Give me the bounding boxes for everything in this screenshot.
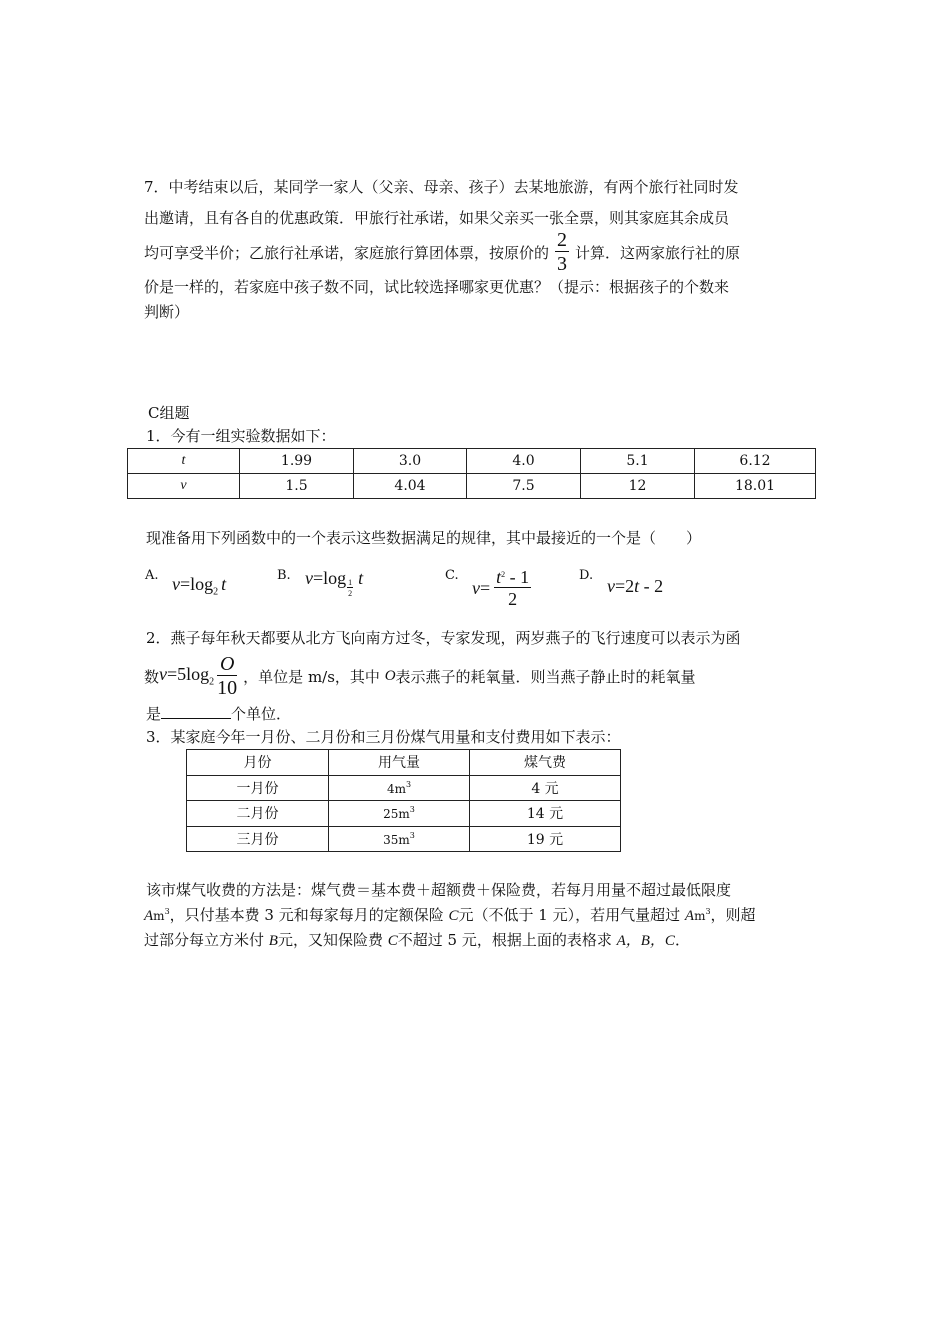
q3-unit-m: m	[694, 909, 706, 923]
q7-fraction-num: 2	[557, 229, 568, 251]
option-c-fraction	[494, 568, 531, 608]
option-d-rest: - 2	[639, 576, 664, 596]
q2-post-a: ，单位是 m/s，其中	[243, 667, 385, 686]
q3-gas-table	[186, 749, 621, 852]
q2-line-3-pre: 是	[146, 705, 162, 723]
q7-line-1: 7．中考结束以后，某同学一家人（父亲、母亲、孩子）去某地旅游，有两个旅行社同时发	[144, 178, 739, 196]
option-c-num-var: t	[496, 567, 502, 587]
q2-lhs: v	[159, 664, 168, 685]
q2-base: 2	[209, 676, 215, 688]
option-c-label: C.	[445, 568, 459, 583]
option-b-base-num: 1	[348, 578, 353, 587]
q3-text: 元，又知保险费	[277, 931, 388, 949]
option-a-lhs: v	[172, 574, 180, 594]
option-b-label: B.	[277, 568, 291, 583]
q1-table-cell: 4.0	[467, 449, 581, 474]
q3-table-row	[187, 826, 621, 852]
q7-line-2: 出邀请，且有各自的优惠政策．甲旅行社承诺，如果父亲买一张全票，则其家庭其余成员	[144, 209, 730, 227]
option-a-formula	[172, 574, 226, 598]
q1-table-cell: 18.01	[695, 474, 816, 499]
q7-fraction	[555, 230, 569, 274]
q3-intro: 3．某家庭今年一月份、二月份和三月份煤气用量和支付费用如下表示：	[146, 728, 621, 746]
q3-usage	[329, 775, 470, 801]
q3-table-row	[187, 801, 621, 827]
q1-table-cell: 4.04	[354, 474, 467, 499]
q3-answer-vars: A，B，C	[616, 933, 675, 949]
q3-header-month: 月份	[187, 750, 329, 776]
q3-fee: 14 元	[470, 801, 621, 827]
q1-table-cell: 12	[581, 474, 695, 499]
option-a-label: A.	[145, 568, 159, 583]
q3-text: 元（不低于 1 元），若用气量超过	[458, 906, 685, 924]
option-d-var: t	[634, 576, 640, 596]
q2-line-1: 2．燕子每年秋天都要从北方飞向南方过冬，专家发现，两岁燕子的飞行速度可以表示为函	[146, 629, 741, 647]
group-c-title: C组题	[148, 404, 190, 422]
option-a-base: 2	[213, 586, 219, 598]
q1-table-cell: 1.5	[240, 474, 354, 499]
q1-table-label-v: v	[128, 474, 240, 499]
q2-fraction	[217, 654, 237, 698]
q7-line-3-pre: 均可享受半价；乙旅行社承诺，家庭旅行算团体票，按原价的	[144, 243, 550, 262]
q1-table-row-v	[128, 474, 816, 499]
q3-var-a: A	[144, 908, 154, 924]
option-a-arg: t	[221, 574, 227, 594]
q2-line-3-post: 个单位．	[231, 705, 292, 723]
q3-text: 过部分每立方米付	[144, 931, 269, 949]
q1-table-cell: 1.99	[240, 449, 354, 474]
q2-fraction-den: 10	[217, 677, 238, 699]
q2-var-o: O	[384, 667, 396, 684]
q3-usage-value: 25m	[383, 807, 410, 822]
q3-fee: 19 元	[470, 826, 621, 852]
option-b-eq: =log	[313, 568, 347, 588]
q1-table-label-t: t	[128, 449, 240, 474]
q2-pre: 数	[144, 667, 160, 686]
q3-usage-sup: 3	[409, 830, 415, 840]
q3-var-a: A	[684, 908, 695, 924]
option-c-formula	[472, 563, 531, 613]
q3-usage-sup: 3	[405, 779, 412, 789]
option-b-lhs: v	[305, 568, 313, 588]
q3-month: 三月份	[187, 826, 329, 852]
q3-fee: 4 元	[470, 775, 621, 801]
q2-fraction-num: O	[217, 654, 237, 676]
answer-blank[interactable]	[161, 705, 231, 719]
q3-usage-sup: 3	[409, 805, 415, 815]
option-b-formula	[305, 568, 363, 608]
option-b-base-den: 2	[348, 589, 353, 598]
q1-table-row-t	[128, 449, 816, 474]
q3-paragraph-line-3	[144, 929, 690, 950]
q3-var-c: C	[448, 908, 459, 924]
q7-line-5: 判断）	[144, 303, 190, 321]
q2-line-3	[146, 703, 291, 724]
option-c-eq: =	[480, 577, 491, 598]
q3-table-header	[187, 750, 621, 776]
q3-header-usage: 用气量	[329, 750, 470, 776]
q2-formula	[159, 664, 214, 688]
option-c-denominator: 2	[508, 589, 518, 609]
q3-unit-sup: 3	[164, 907, 170, 916]
option-d-lhs: v	[607, 576, 615, 596]
q3-header-fee: 煤气费	[470, 750, 621, 776]
option-c-lhs: v	[472, 577, 480, 598]
q3-usage	[329, 801, 470, 827]
option-d-formula	[607, 576, 663, 597]
q2-line-2	[144, 650, 696, 702]
q3-var-c: C	[387, 933, 398, 949]
q7-fraction-den: 3	[557, 253, 568, 275]
q3-month: 二月份	[187, 801, 329, 827]
q1-question: 现准备用下列函数中的一个表示这些数据满足的规律，其中最接近的一个是（ ）	[146, 529, 702, 547]
q1-table-cell: 5.1	[581, 449, 695, 474]
option-a-eq: =log	[180, 574, 214, 594]
q7-line-3-post: 计算．这两家旅行社的原	[575, 243, 741, 262]
q1-data-table	[127, 448, 816, 499]
q3-text: ，则超	[710, 906, 756, 924]
q2-eq: =5log	[167, 664, 210, 685]
q3-text: 不超过 5 元，根据上面的表格求	[397, 931, 617, 949]
option-d-label: D.	[579, 568, 594, 583]
q3-month: 一月份	[187, 775, 329, 801]
option-c-num-rest: - 1	[505, 567, 530, 587]
option-d-eq: =2	[615, 576, 635, 596]
q3-paragraph-line-1: 该市煤气收费的方法是：煤气费＝基本费＋超额费＋保险费，若每月用量不超过最低限度	[146, 881, 732, 899]
q3-table-row	[187, 775, 621, 801]
option-c-num-exp: 2	[501, 570, 506, 579]
q1-table-cell: 3.0	[354, 449, 467, 474]
option-b-base	[347, 579, 353, 598]
q1-intro: 1．今有一组实验数据如下：	[146, 427, 336, 445]
q3-usage-value: 35m	[383, 832, 410, 847]
q3-usage	[329, 826, 470, 852]
q3-var-b: B	[268, 933, 278, 949]
q3-usage-value: 4m	[386, 781, 406, 796]
q3-paragraph-line-2	[144, 904, 756, 925]
q3-unit-m: m	[153, 909, 165, 923]
q3-unit-sup: 3	[705, 907, 711, 916]
q7-line-3	[144, 226, 740, 278]
q1-table-cell: 6.12	[695, 449, 816, 474]
q2-post-b: 表示燕子的耗氧量．则当燕子静止时的耗氧量	[395, 667, 696, 686]
q3-text: ．	[674, 931, 690, 949]
q7-line-4: 价是一样的，若家庭中孩子数不同，试比较选择哪家更优惠？（提示：根据孩子的个数来	[144, 278, 730, 296]
q3-text: ，只付基本费 3 元和每家每月的定额保险	[169, 906, 449, 924]
q1-table-cell: 7.5	[467, 474, 581, 499]
option-b-arg: t	[358, 568, 364, 588]
option-c-numerator	[494, 568, 531, 588]
